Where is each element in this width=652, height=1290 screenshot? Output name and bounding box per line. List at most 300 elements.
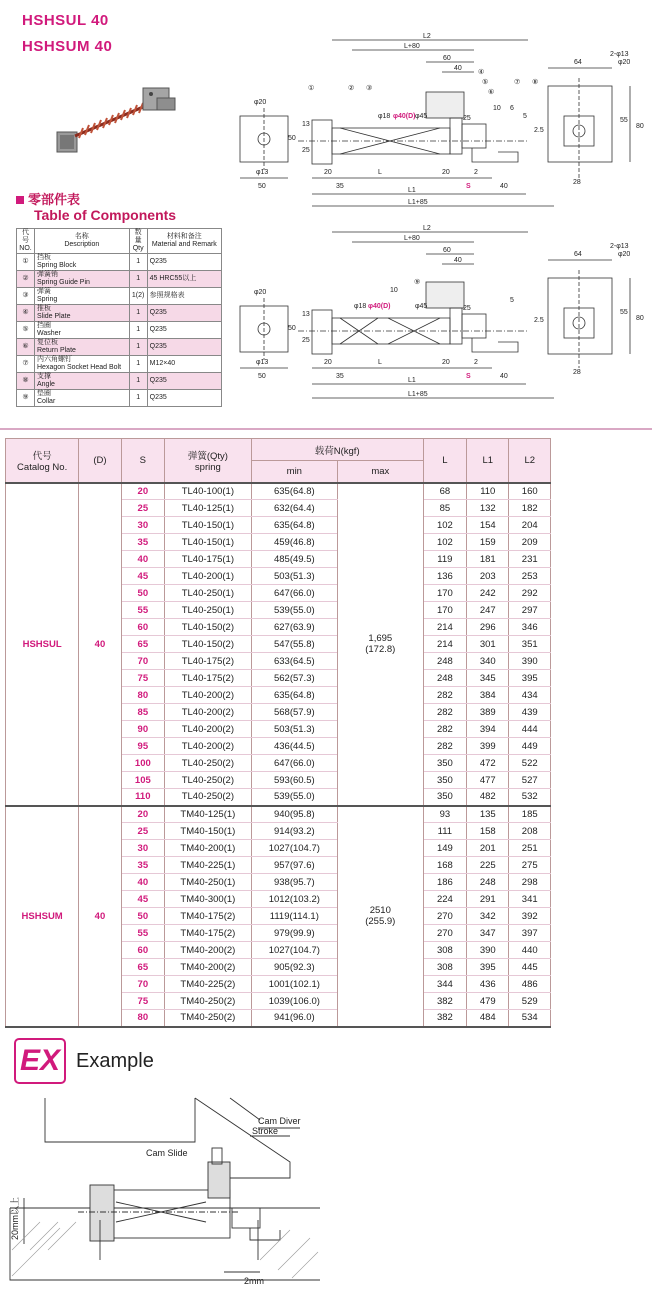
length-l1: 247 bbox=[467, 602, 509, 619]
stroke-value: 70 bbox=[121, 653, 164, 670]
load-min: 940(95.8) bbox=[251, 806, 337, 823]
spring-value: TL40-200(2) bbox=[165, 687, 252, 704]
load-min: 1027(104.7) bbox=[251, 840, 337, 857]
length-l: 382 bbox=[423, 1010, 466, 1027]
load-min: 941(96.0) bbox=[251, 1010, 337, 1027]
length-l1: 154 bbox=[467, 517, 509, 534]
svg-text:S: S bbox=[466, 373, 471, 380]
load-min: 593(60.5) bbox=[251, 772, 337, 789]
spring-value: TM40-225(2) bbox=[165, 976, 252, 993]
svg-text:L+80: L+80 bbox=[404, 235, 420, 242]
component-qty: 1 bbox=[129, 339, 147, 356]
svg-text:64: 64 bbox=[574, 251, 582, 258]
length-l: 68 bbox=[423, 483, 466, 500]
svg-text:20: 20 bbox=[324, 169, 332, 176]
stroke-value: 45 bbox=[121, 568, 164, 585]
length-l: 214 bbox=[423, 636, 466, 653]
stroke-value: 55 bbox=[121, 925, 164, 942]
length-l2: 449 bbox=[509, 738, 551, 755]
length-l: 186 bbox=[423, 874, 466, 891]
length-l: 248 bbox=[423, 670, 466, 687]
component-name: 支撑 Angle bbox=[35, 373, 130, 390]
svg-text:80: 80 bbox=[636, 123, 644, 130]
spring-value: TM40-250(2) bbox=[165, 1010, 252, 1027]
length-l2: 231 bbox=[509, 551, 551, 568]
length-l1: 345 bbox=[467, 670, 509, 687]
component-name: 弹簧 Spring bbox=[35, 288, 130, 305]
length-l1: 301 bbox=[467, 636, 509, 653]
stroke-value: 90 bbox=[121, 721, 164, 738]
load-max: 2510 (255.9) bbox=[337, 806, 423, 1027]
component-name: 垫圈 Collar bbox=[35, 390, 130, 407]
length-l2: 527 bbox=[509, 772, 551, 789]
component-name: 弹簧销 Spring Guide Pin bbox=[35, 271, 130, 288]
component-name: 挡板 Spring Block bbox=[35, 254, 130, 271]
length-l: 350 bbox=[423, 755, 466, 772]
svg-text:③: ③ bbox=[366, 85, 373, 92]
svg-text:L1: L1 bbox=[408, 187, 416, 194]
svg-text:10: 10 bbox=[493, 105, 501, 112]
length-l: 149 bbox=[423, 840, 466, 857]
component-no: ⑦ bbox=[17, 356, 35, 373]
load-min: 503(51.3) bbox=[251, 568, 337, 585]
spring-value: TM40-175(2) bbox=[165, 908, 252, 925]
svg-text:L2: L2 bbox=[423, 225, 431, 232]
length-l2: 251 bbox=[509, 840, 551, 857]
load-min: 632(64.4) bbox=[251, 500, 337, 517]
stroke-value: 55 bbox=[121, 602, 164, 619]
spec-row bbox=[6, 483, 551, 500]
length-l: 308 bbox=[423, 959, 466, 976]
stroke-value: 65 bbox=[121, 636, 164, 653]
stroke-value: 45 bbox=[121, 891, 164, 908]
svg-text:⑦: ⑦ bbox=[514, 79, 521, 86]
load-min: 1027(104.7) bbox=[251, 942, 337, 959]
length-l1: 482 bbox=[467, 789, 509, 806]
length-l1: 389 bbox=[467, 704, 509, 721]
stroke-value: 110 bbox=[121, 789, 164, 806]
length-l2: 434 bbox=[509, 687, 551, 704]
load-min: 459(46.8) bbox=[251, 534, 337, 551]
spring-value: TL40-150(1) bbox=[165, 517, 252, 534]
length-l2: 390 bbox=[509, 653, 551, 670]
svg-text:50: 50 bbox=[258, 373, 266, 380]
svg-text:25: 25 bbox=[463, 115, 471, 122]
svg-text:40: 40 bbox=[500, 183, 508, 190]
svg-text:L+80: L+80 bbox=[404, 43, 420, 50]
component-name: 挡圈 Washer bbox=[35, 322, 130, 339]
svg-text:50: 50 bbox=[288, 325, 296, 332]
load-min: 647(66.0) bbox=[251, 585, 337, 602]
svg-text:5: 5 bbox=[523, 113, 527, 120]
svg-text:2.5: 2.5 bbox=[534, 127, 544, 134]
length-l: 282 bbox=[423, 738, 466, 755]
svg-text:50: 50 bbox=[288, 135, 296, 142]
length-l2: 445 bbox=[509, 959, 551, 976]
component-material: Q235 bbox=[147, 305, 221, 322]
stroke-value: 65 bbox=[121, 959, 164, 976]
length-l1: 472 bbox=[467, 755, 509, 772]
stroke-value: 80 bbox=[121, 687, 164, 704]
spring-value: TM40-175(2) bbox=[165, 925, 252, 942]
svg-text:④: ④ bbox=[478, 69, 485, 76]
component-no: ⑧ bbox=[17, 373, 35, 390]
svg-text:L: L bbox=[378, 359, 382, 366]
svg-text:L1+85: L1+85 bbox=[408, 199, 428, 206]
length-l1: 399 bbox=[467, 738, 509, 755]
length-l: 282 bbox=[423, 687, 466, 704]
length-l2: 185 bbox=[509, 806, 551, 823]
stroke-value: 80 bbox=[121, 1010, 164, 1027]
stroke-value: 70 bbox=[121, 976, 164, 993]
product-image bbox=[55, 80, 185, 170]
stroke-value: 75 bbox=[121, 670, 164, 687]
stroke-label: Stroke bbox=[252, 1126, 279, 1136]
svg-text:φ45: φ45 bbox=[415, 303, 428, 310]
load-min: 647(66.0) bbox=[251, 755, 337, 772]
svg-text:28: 28 bbox=[573, 179, 581, 186]
svg-text:L2: L2 bbox=[423, 33, 431, 40]
length-l: 382 bbox=[423, 993, 466, 1010]
length-l1: 135 bbox=[467, 806, 509, 823]
load-min: 485(49.5) bbox=[251, 551, 337, 568]
component-material: Q235 bbox=[147, 254, 221, 271]
load-min: 635(64.8) bbox=[251, 687, 337, 704]
load-max: 1,695 (172.8) bbox=[337, 483, 423, 806]
load-min: 627(63.9) bbox=[251, 619, 337, 636]
svg-text:φ13: φ13 bbox=[256, 359, 269, 366]
component-qty: 1 bbox=[129, 271, 147, 288]
length-l1: 395 bbox=[467, 959, 509, 976]
length-l1: 158 bbox=[467, 823, 509, 840]
stroke-value: 25 bbox=[121, 823, 164, 840]
length-l: 270 bbox=[423, 908, 466, 925]
stroke-value: 40 bbox=[121, 874, 164, 891]
load-min: 938(95.7) bbox=[251, 874, 337, 891]
svg-text:⑨: ⑨ bbox=[414, 279, 421, 286]
length-l1: 340 bbox=[467, 653, 509, 670]
gap-note: 2mm bbox=[244, 1276, 264, 1286]
component-name: 推板 Slide Plate bbox=[35, 305, 130, 322]
component-no: ⑥ bbox=[17, 339, 35, 356]
svg-text:φ13: φ13 bbox=[256, 169, 269, 176]
length-l1: 225 bbox=[467, 857, 509, 874]
spec-group-hshsul bbox=[6, 483, 551, 806]
spring-value: TL40-250(2) bbox=[165, 789, 252, 806]
component-row bbox=[17, 271, 222, 288]
svg-text:L: L bbox=[378, 169, 382, 176]
svg-text:25: 25 bbox=[463, 305, 471, 312]
stroke-value: 105 bbox=[121, 772, 164, 789]
svg-text:10: 10 bbox=[390, 287, 398, 294]
svg-text:φ18: φ18 bbox=[354, 303, 367, 310]
svg-text:②: ② bbox=[348, 85, 355, 92]
drawing-hshsum bbox=[228, 222, 648, 412]
svg-text:64: 64 bbox=[574, 59, 582, 66]
length-l: 308 bbox=[423, 942, 466, 959]
example-label: Example bbox=[76, 1050, 154, 1072]
svg-text:L1+85: L1+85 bbox=[408, 391, 428, 398]
spring-value: TL40-200(2) bbox=[165, 704, 252, 721]
length-l1: 181 bbox=[467, 551, 509, 568]
load-min: 1012(103.2) bbox=[251, 891, 337, 908]
length-l2: 160 bbox=[509, 483, 551, 500]
length-l1: 203 bbox=[467, 568, 509, 585]
stroke-value: 50 bbox=[121, 908, 164, 925]
component-qty: 1 bbox=[129, 390, 147, 407]
spring-value: TL40-200(1) bbox=[165, 568, 252, 585]
spring-value: TL40-150(2) bbox=[165, 619, 252, 636]
spring-value: TL40-100(1) bbox=[165, 483, 252, 500]
svg-text:20: 20 bbox=[442, 169, 450, 176]
length-l1: 479 bbox=[467, 993, 509, 1010]
spring-value: TL40-125(1) bbox=[165, 500, 252, 517]
length-l2: 529 bbox=[509, 993, 551, 1010]
spring-value: TL40-200(2) bbox=[165, 738, 252, 755]
stroke-value: 60 bbox=[121, 619, 164, 636]
length-l: 85 bbox=[423, 500, 466, 517]
svg-text:φ20: φ20 bbox=[254, 99, 267, 106]
length-l2: 395 bbox=[509, 670, 551, 687]
spring-value: TL40-150(1) bbox=[165, 534, 252, 551]
stroke-value: 20 bbox=[121, 483, 164, 500]
spring-value: TM40-150(1) bbox=[165, 823, 252, 840]
cam-diver-label: Cam Diver bbox=[258, 1116, 301, 1126]
length-l: 214 bbox=[423, 619, 466, 636]
load-min: 547(55.8) bbox=[251, 636, 337, 653]
svg-text:60: 60 bbox=[443, 55, 451, 62]
svg-text:28: 28 bbox=[573, 369, 581, 376]
spring-value: TL40-250(2) bbox=[165, 772, 252, 789]
product-title-2: HSHSUM 40 bbox=[22, 38, 113, 55]
spring-value: TM40-300(1) bbox=[165, 891, 252, 908]
svg-text:50: 50 bbox=[258, 183, 266, 190]
spring-value: TL40-250(2) bbox=[165, 755, 252, 772]
component-row bbox=[17, 322, 222, 339]
length-l1: 342 bbox=[467, 908, 509, 925]
component-no: ⑨ bbox=[17, 390, 35, 407]
length-l1: 477 bbox=[467, 772, 509, 789]
product-title-1: HSHSUL 40 bbox=[22, 12, 109, 29]
length-l2: 275 bbox=[509, 857, 551, 874]
load-min: 905(92.3) bbox=[251, 959, 337, 976]
length-l: 224 bbox=[423, 891, 466, 908]
load-min: 633(64.5) bbox=[251, 653, 337, 670]
svg-text:13: 13 bbox=[302, 121, 310, 128]
length-l: 170 bbox=[423, 602, 466, 619]
svg-text:6: 6 bbox=[510, 105, 514, 112]
component-qty: 1 bbox=[129, 254, 147, 271]
component-material: Q235 bbox=[147, 373, 221, 390]
component-no: ① bbox=[17, 254, 35, 271]
height-note: 20mm以上 bbox=[10, 1196, 20, 1240]
spring-value: TM40-200(2) bbox=[165, 942, 252, 959]
component-material: 参照规格表 bbox=[147, 288, 221, 305]
length-l2: 209 bbox=[509, 534, 551, 551]
load-min: 979(99.9) bbox=[251, 925, 337, 942]
component-row bbox=[17, 339, 222, 356]
load-min: 635(64.8) bbox=[251, 483, 337, 500]
length-l1: 390 bbox=[467, 942, 509, 959]
component-qty: 1 bbox=[129, 322, 147, 339]
length-l: 168 bbox=[423, 857, 466, 874]
example-badge: EX bbox=[14, 1038, 66, 1084]
component-row bbox=[17, 305, 222, 322]
stroke-value: 95 bbox=[121, 738, 164, 755]
length-l: 170 bbox=[423, 585, 466, 602]
load-min: 562(57.3) bbox=[251, 670, 337, 687]
component-material: Q235 bbox=[147, 339, 221, 356]
catalog-no: HSHSUM bbox=[6, 806, 79, 1027]
spec-group-hshsum bbox=[6, 806, 551, 1027]
svg-text:①: ① bbox=[308, 85, 315, 92]
length-l: 93 bbox=[423, 806, 466, 823]
length-l: 282 bbox=[423, 721, 466, 738]
component-no: ② bbox=[17, 271, 35, 288]
spring-value: TM40-200(1) bbox=[165, 840, 252, 857]
spring-value: TM40-200(2) bbox=[165, 959, 252, 976]
length-l2: 532 bbox=[509, 789, 551, 806]
svg-text:φ20: φ20 bbox=[254, 289, 267, 296]
component-row bbox=[17, 390, 222, 407]
length-l1: 248 bbox=[467, 874, 509, 891]
component-no: ③ bbox=[17, 288, 35, 305]
component-name: 内六角螺钉 Hexagon Socket Head Bolt bbox=[35, 356, 130, 373]
stroke-value: 35 bbox=[121, 857, 164, 874]
component-material: 45 HRC55以上 bbox=[147, 271, 221, 288]
component-qty: 1 bbox=[129, 305, 147, 322]
svg-text:2.5: 2.5 bbox=[534, 317, 544, 324]
svg-text:25: 25 bbox=[302, 337, 310, 344]
load-min: 568(57.9) bbox=[251, 704, 337, 721]
length-l2: 182 bbox=[509, 500, 551, 517]
length-l2: 534 bbox=[509, 1010, 551, 1027]
svg-text:φ20: φ20 bbox=[618, 251, 631, 258]
spring-value: TL40-175(2) bbox=[165, 670, 252, 687]
component-material: M12×40 bbox=[147, 356, 221, 373]
load-min: 1001(102.1) bbox=[251, 976, 337, 993]
length-l2: 346 bbox=[509, 619, 551, 636]
load-min: 914(93.2) bbox=[251, 823, 337, 840]
length-l2: 440 bbox=[509, 942, 551, 959]
length-l: 350 bbox=[423, 772, 466, 789]
svg-text:35: 35 bbox=[336, 373, 344, 380]
length-l: 136 bbox=[423, 568, 466, 585]
component-no: ④ bbox=[17, 305, 35, 322]
spec-table: 代号 Catalog No. (D) S 弹簧(Qty) spring 载荷N(kgf) L L1 L2 min max HSHSUL 40 20 TL40-100(1) 635(64.8) 1,695 (172.8) 68 110 160 25 TL40-125(1) 632(64.4) 85 132 182 30 TL40-150(1) 635(64.8) 102 154 204 35 TL40-150(1) 459(46.8) 102 159 209 40 TL40-175(1) 485(49.5) 119 181 231 45 TL40-200(1) 503(51.3) 136 203 253 50 TL40-250(1) 647(66.0) 170 242 292 55 TL40-250(1) 539(55.0) 170 247 297 60 TL40-150(2) 627(63.9) 214 296 346 65 TL40-150(2) 547(55.8) 214 301 351 70 TL40-175(2) 633(64.5) 248 340 390 75 TL40-175(2) 562(57.3) 248 345 395 80 TL40-200(2) 635(64.8) 282 384 434 85 TL40-200(2) 568(57.9) 282 389 439 90 TL40-200(2) 503(51.3) 282 394 444 95 TL40-200(2) 436(44.5) 282 399 449 100 TL40-250(2) 647(66.0) 350 472 522 105 TL40-250(2) 593(60.5) 350 477 527 110 TL40-250(2) 539(55.0) 350 482 532 HSHSUM 40 20 TM40-125(1) 940(95.8) 2510 (255.9) 93 135 185 25 TM40-150(1) 914(93.2) 111 158 208 30 TM40-200(1) 1027(104.7) 149 201 251 35 TM40-225(1) 957(97.6) 168 225 275 40 TM40-250(1) 938(95.7) 186 248 298 45 TM40-300(1) 1012(103.2) 224 291 341 50 TM40-175(2) 1119(114.1) 270 342 392 55 TM40-175(2) 979(99.9) 270 347 397 60 TM40-200(2) 1027(104.7) 308 390 440 65 TM40-200(2) 905(92.3) 308 395 445 70 TM40-225(2) 1001(102.1) 344 436 486 75 TM40-250(2) 1039(106.0) 382 479 529 80 TM40-250(2) 941(96.0) 382 484 534 bbox=[5, 438, 551, 1028]
length-l1: 484 bbox=[467, 1010, 509, 1027]
length-l2: 439 bbox=[509, 704, 551, 721]
svg-text:35: 35 bbox=[336, 183, 344, 190]
svg-text:40: 40 bbox=[500, 373, 508, 380]
length-l1: 132 bbox=[467, 500, 509, 517]
svg-text:⑥: ⑥ bbox=[488, 89, 495, 96]
spring-value: TL40-200(2) bbox=[165, 721, 252, 738]
svg-text:25: 25 bbox=[302, 147, 310, 154]
length-l2: 292 bbox=[509, 585, 551, 602]
svg-text:L1: L1 bbox=[408, 377, 416, 384]
component-row bbox=[17, 254, 222, 271]
components-heading: 零部件表 bbox=[16, 189, 80, 208]
spec-row bbox=[6, 806, 551, 823]
components-table: 代号 NO. 名称 Description 数量 Qty 材料和备注 Material and Remark ① 挡板 Spring Block 1 Q235 ② 弹簧销 Spring Guide Pin 1 45 HRC55以上 ③ 弹簧 Spring 1(2) 参照规格表 ④ 推板 Slide Plate 1 Q235 ⑤ 挡圈 Washer 1 Q235 ⑥ 复位板 Return Plate 1 Q235 ⑦ 内六角螺钉 Hexagon Socket Head Bolt 1 M12×40 ⑧ 支撑 Angle 1 Q235 ⑨ 垫圈 Collar 1 Q235 bbox=[16, 228, 222, 407]
load-min: 635(64.8) bbox=[251, 517, 337, 534]
diameter: 40 bbox=[79, 483, 121, 806]
stroke-value: 25 bbox=[121, 500, 164, 517]
stroke-value: 75 bbox=[121, 993, 164, 1010]
svg-text:S: S bbox=[466, 183, 471, 190]
components-heading-en: Table of Components bbox=[34, 207, 177, 223]
catalog-no: HSHSUL bbox=[6, 483, 79, 806]
stroke-value: 60 bbox=[121, 942, 164, 959]
component-material: Q235 bbox=[147, 322, 221, 339]
svg-text:55: 55 bbox=[620, 117, 628, 124]
spring-value: TM40-225(1) bbox=[165, 857, 252, 874]
length-l: 282 bbox=[423, 704, 466, 721]
length-l1: 242 bbox=[467, 585, 509, 602]
svg-text:2-φ13: 2-φ13 bbox=[610, 51, 629, 58]
length-l: 350 bbox=[423, 789, 466, 806]
stroke-value: 50 bbox=[121, 585, 164, 602]
spring-value: TL40-175(2) bbox=[165, 653, 252, 670]
component-row bbox=[17, 288, 222, 305]
component-name: 复位板 Return Plate bbox=[35, 339, 130, 356]
load-min: 1039(106.0) bbox=[251, 993, 337, 1010]
spring-value: TL40-250(1) bbox=[165, 585, 252, 602]
component-no: ⑤ bbox=[17, 322, 35, 339]
drawing-hshsul bbox=[228, 28, 648, 218]
svg-text:20: 20 bbox=[324, 359, 332, 366]
length-l1: 436 bbox=[467, 976, 509, 993]
svg-text:60: 60 bbox=[443, 247, 451, 254]
length-l1: 347 bbox=[467, 925, 509, 942]
stroke-value: 30 bbox=[121, 517, 164, 534]
svg-text:20: 20 bbox=[442, 359, 450, 366]
load-min: 539(55.0) bbox=[251, 602, 337, 619]
component-material: Q235 bbox=[147, 390, 221, 407]
stroke-value: 100 bbox=[121, 755, 164, 772]
length-l1: 384 bbox=[467, 687, 509, 704]
length-l2: 444 bbox=[509, 721, 551, 738]
svg-text:2: 2 bbox=[474, 359, 478, 366]
svg-text:φ40(D): φ40(D) bbox=[368, 303, 391, 310]
length-l2: 208 bbox=[509, 823, 551, 840]
component-qty: 1 bbox=[129, 373, 147, 390]
length-l: 111 bbox=[423, 823, 466, 840]
load-min: 503(51.3) bbox=[251, 721, 337, 738]
stroke-value: 40 bbox=[121, 551, 164, 568]
diameter: 40 bbox=[79, 806, 121, 1027]
svg-text:φ20: φ20 bbox=[618, 59, 631, 66]
svg-text:2: 2 bbox=[474, 169, 478, 176]
length-l1: 394 bbox=[467, 721, 509, 738]
length-l2: 397 bbox=[509, 925, 551, 942]
load-min: 957(97.6) bbox=[251, 857, 337, 874]
length-l2: 297 bbox=[509, 602, 551, 619]
length-l1: 159 bbox=[467, 534, 509, 551]
spring-value: TM40-250(1) bbox=[165, 874, 252, 891]
component-row bbox=[17, 356, 222, 373]
length-l2: 298 bbox=[509, 874, 551, 891]
component-row bbox=[17, 373, 222, 390]
load-min: 436(44.5) bbox=[251, 738, 337, 755]
svg-text:φ45: φ45 bbox=[415, 113, 428, 120]
cam-slide-label: Cam Slide bbox=[146, 1148, 188, 1158]
svg-text:⑤: ⑤ bbox=[482, 79, 489, 86]
spring-value: TM40-250(2) bbox=[165, 993, 252, 1010]
length-l2: 486 bbox=[509, 976, 551, 993]
svg-text:2-φ13: 2-φ13 bbox=[610, 243, 629, 250]
